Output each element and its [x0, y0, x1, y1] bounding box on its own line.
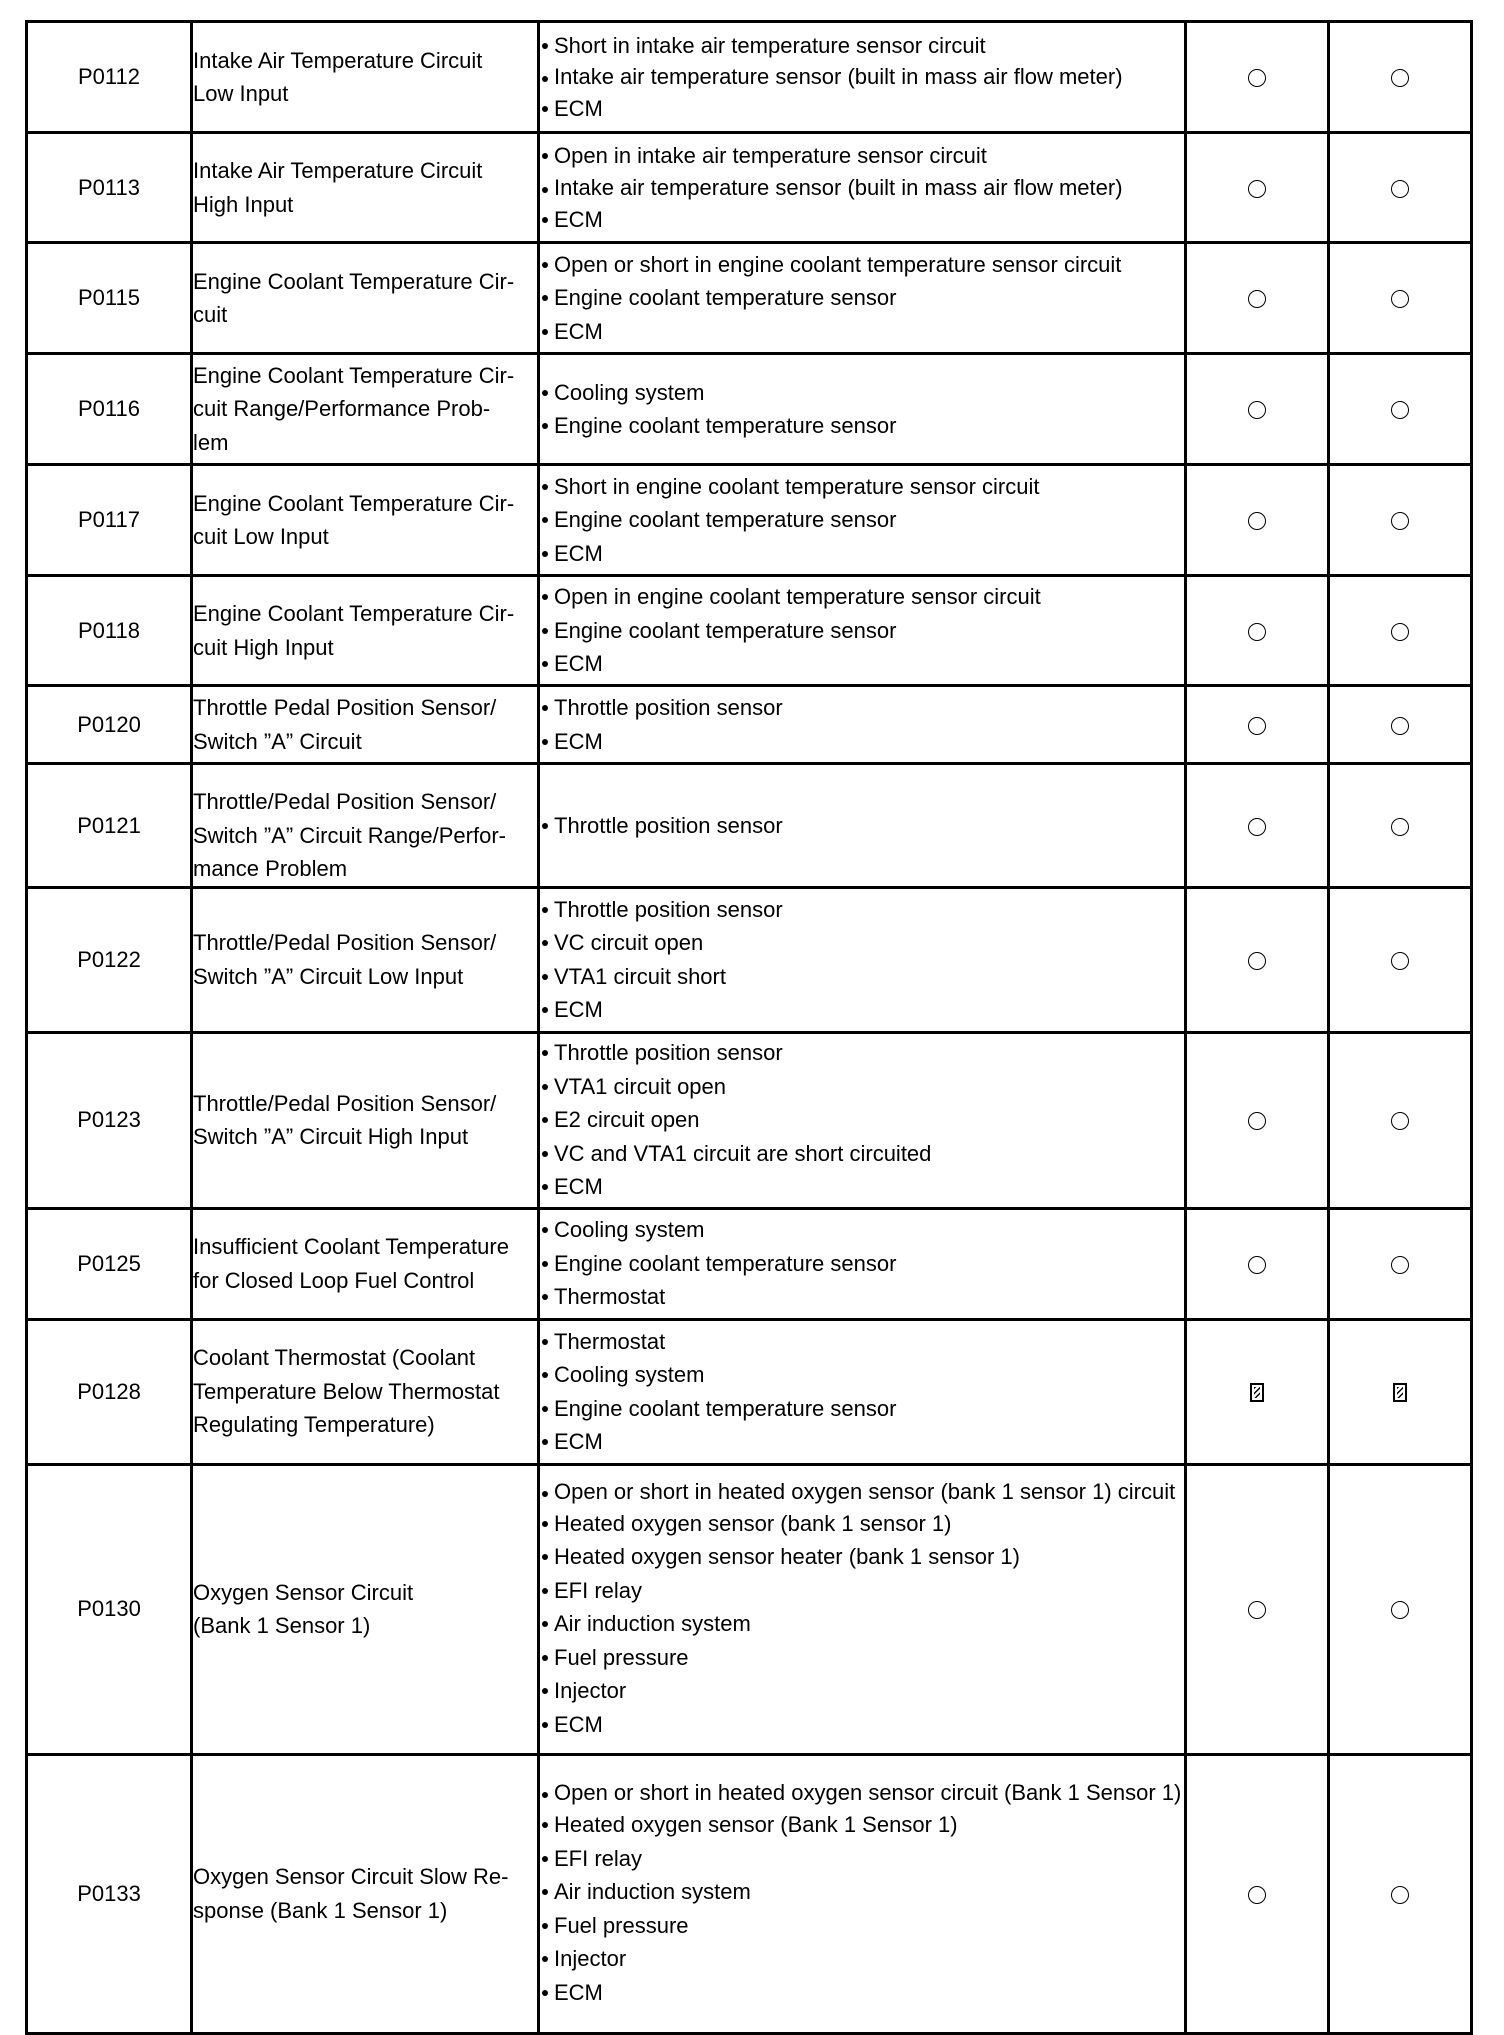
- circle-icon: [1391, 1112, 1409, 1130]
- table-row: [27, 887, 1472, 1032]
- trouble-area-item: ECM: [540, 1425, 1184, 1459]
- dtc-code-cell: P0112: [27, 22, 192, 133]
- detection-item-line: cuit Low Input: [193, 524, 329, 549]
- detection-item-line: Engine Coolant Temperature Cir-: [193, 268, 515, 294]
- detection-item-line: Switch ”A” Circuit Range/Perfor-: [193, 822, 506, 848]
- trouble-area-item: Intake air temperature sensor (built in mass air flow meter): [540, 62, 1184, 92]
- circle-icon: [1248, 717, 1266, 735]
- trouble-area-item: Open or short in heated oxygen sensor circuit (Bank 1 Sensor 1): [540, 1778, 1184, 1808]
- circle-icon: [1391, 69, 1409, 87]
- mil-indicator-cell: [1186, 1319, 1329, 1464]
- trouble-area-cell: [539, 1319, 1186, 1464]
- detection-item-line: Engine Coolant Temperature Cir-: [193, 601, 515, 626]
- trouble-area-list: [540, 470, 1184, 571]
- detection-item-line: Intake Air Temperature Circuit: [193, 47, 483, 73]
- table-row: [27, 1754, 1472, 2033]
- trouble-area-item: Thermostat: [540, 1280, 1184, 1314]
- trouble-area-item: ECM: [540, 725, 1184, 759]
- trouble-area-list: [540, 1036, 1184, 1204]
- trouble-area-item: ECM: [540, 1708, 1184, 1742]
- circle-icon: [1248, 1256, 1266, 1274]
- circle-icon: [1248, 952, 1266, 970]
- detection-item-line: Intake Air Temperature Circuit: [193, 158, 483, 183]
- detection-item-line: Switch ”A” Circuit Low Input: [193, 963, 464, 989]
- dtc-code-cell: P0116: [27, 354, 192, 465]
- detection-item-line: cuit: [193, 302, 228, 327]
- table-row: [27, 1464, 1472, 1754]
- detection-item-cell: [192, 465, 539, 576]
- trouble-area-cell: [539, 1208, 1186, 1319]
- dtc-table: [25, 20, 1473, 2035]
- trouble-area-item: Heated oxygen sensor (Bank 1 Sensor 1): [540, 1808, 1184, 1842]
- trouble-area-item: Thermostat: [540, 1325, 1184, 1359]
- dtc-code-cell: P0117: [27, 465, 192, 576]
- mil-indicator-cell: [1186, 354, 1329, 465]
- circle-icon: [1248, 180, 1266, 198]
- detection-item-cell: [192, 354, 539, 465]
- circle-icon: [1391, 1256, 1409, 1274]
- trouble-area-item: Throttle position sensor: [540, 1036, 1184, 1070]
- memory-indicator-cell: [1329, 1464, 1472, 1754]
- memory-indicator-cell: [1329, 1032, 1472, 1208]
- circle-icon: [1391, 1601, 1409, 1619]
- trouble-area-item: Cooling system: [540, 1358, 1184, 1392]
- mil-indicator-cell: [1186, 1208, 1329, 1319]
- detection-item-line: Switch ”A” Circuit: [193, 728, 362, 754]
- trouble-area-list: [540, 1477, 1184, 1742]
- unknown-glyph-icon: [1393, 1383, 1407, 1402]
- mil-indicator-cell: [1186, 887, 1329, 1032]
- mil-indicator-cell: [1186, 764, 1329, 888]
- mil-indicator-cell: [1186, 1464, 1329, 1754]
- trouble-area-cell: [539, 686, 1186, 764]
- trouble-area-cell: [539, 243, 1186, 354]
- dtc-code-cell: P0115: [27, 243, 192, 354]
- table-row: [27, 576, 1472, 686]
- detection-item-line: cuit High Input: [193, 634, 334, 660]
- detection-item-cell: [192, 686, 539, 764]
- detection-item-line: Engine Coolant Temperature Cir-: [193, 362, 515, 388]
- trouble-area-item: ECM: [540, 993, 1184, 1027]
- detection-item-line: for Closed Loop Fuel Control: [193, 1267, 475, 1293]
- mil-indicator-cell: [1186, 133, 1329, 243]
- table-row: [27, 465, 1472, 576]
- circle-icon: [1248, 1112, 1266, 1130]
- trouble-area-item: ECM: [540, 92, 1184, 126]
- detection-item-line: High Input: [193, 191, 294, 217]
- trouble-area-item: Throttle position sensor: [540, 691, 1184, 725]
- detection-item-line: Oxygen Sensor Circuit: [193, 1579, 414, 1605]
- detection-item-line: Coolant Thermostat (Coolant: [193, 1345, 476, 1371]
- trouble-area-item: Fuel pressure: [540, 1641, 1184, 1675]
- trouble-area-cell: [539, 887, 1186, 1032]
- trouble-area-item: EFI relay: [540, 1574, 1184, 1608]
- table-row: [27, 354, 1472, 465]
- table-row: [27, 1208, 1472, 1319]
- detection-item-cell: [192, 22, 539, 133]
- detection-item-cell: [192, 1464, 539, 1754]
- trouble-area-item: Intake air temperature sensor (built in mass air flow meter): [540, 173, 1184, 203]
- trouble-area-item: ECM: [540, 315, 1184, 349]
- trouble-area-list: [540, 29, 1184, 126]
- mil-indicator-cell: [1186, 686, 1329, 764]
- unknown-glyph-icon: [1250, 1383, 1264, 1402]
- memory-indicator-cell: [1329, 465, 1472, 576]
- dtc-table-body: [27, 22, 1472, 2034]
- trouble-area-list: [540, 580, 1184, 681]
- mil-indicator-cell: [1186, 22, 1329, 133]
- trouble-area-item: ECM: [540, 1976, 1184, 2010]
- table-row: [27, 22, 1472, 133]
- memory-indicator-cell: [1329, 133, 1472, 243]
- detection-item-cell: [192, 1754, 539, 2033]
- table-row: [27, 1032, 1472, 1208]
- detection-item-line: Temperature Below Thermostat: [193, 1378, 500, 1404]
- trouble-area-item: VTA1 circuit open: [540, 1070, 1184, 1104]
- trouble-area-list: [540, 1325, 1184, 1459]
- circle-icon: [1248, 290, 1266, 308]
- trouble-area-item: VTA1 circuit short: [540, 960, 1184, 994]
- circle-icon: [1391, 623, 1409, 641]
- trouble-area-list: [540, 1213, 1184, 1314]
- trouble-area-item: Short in intake air temperature sensor circuit: [540, 29, 1184, 63]
- memory-indicator-cell: [1329, 576, 1472, 686]
- memory-indicator-cell: [1329, 1754, 1472, 2033]
- detection-item-line: sponse (Bank 1 Sensor 1): [193, 1897, 448, 1923]
- trouble-area-item: Throttle position sensor: [540, 893, 1184, 927]
- trouble-area-item: Heated oxygen sensor heater (bank 1 sensor 1): [540, 1540, 1184, 1574]
- trouble-area-item: ECM: [540, 1170, 1184, 1204]
- dtc-code-cell: P0133: [27, 1754, 192, 2033]
- trouble-area-item: Cooling system: [540, 1213, 1184, 1247]
- trouble-area-item: VC and VTA1 circuit are short circuited: [540, 1137, 1184, 1171]
- detection-item-cell: [192, 887, 539, 1032]
- trouble-area-item: Injector: [540, 1942, 1184, 1976]
- dtc-code-cell: P0121: [27, 764, 192, 888]
- memory-indicator-cell: [1329, 1319, 1472, 1464]
- detection-item-cell: [192, 133, 539, 243]
- circle-icon: [1391, 952, 1409, 970]
- trouble-area-list: [540, 248, 1184, 349]
- trouble-area-item: Air induction system: [540, 1607, 1184, 1641]
- detection-item-cell: [192, 1032, 539, 1208]
- trouble-area-item: VC circuit open: [540, 926, 1184, 960]
- trouble-area-item: Open or short in engine coolant temperature sensor circuit: [540, 248, 1184, 282]
- trouble-area-cell: [539, 354, 1186, 465]
- trouble-area-list: [540, 139, 1184, 236]
- trouble-area-item: EFI relay: [540, 1842, 1184, 1876]
- dtc-code-cell: P0125: [27, 1208, 192, 1319]
- detection-item-line: Throttle/Pedal Position Sensor/: [193, 1090, 497, 1116]
- mil-indicator-cell: [1186, 1032, 1329, 1208]
- trouble-area-list: [540, 691, 1184, 758]
- trouble-area-cell: [539, 576, 1186, 686]
- table-row: [27, 133, 1472, 243]
- trouble-area-cell: [539, 764, 1186, 888]
- detection-item-line: Throttle/Pedal Position Sensor/: [193, 930, 497, 955]
- detection-item-cell: [192, 764, 539, 888]
- trouble-area-list: [540, 893, 1184, 1027]
- dtc-code-cell: P0113: [27, 133, 192, 243]
- table-row: [27, 243, 1472, 354]
- trouble-area-item: Heated oxygen sensor (bank 1 sensor 1): [540, 1507, 1184, 1541]
- trouble-area-item: Engine coolant temperature sensor: [540, 1247, 1184, 1281]
- circle-icon: [1248, 69, 1266, 87]
- trouble-area-cell: [539, 1464, 1186, 1754]
- detection-item-line: mance Problem: [193, 856, 348, 881]
- circle-icon: [1391, 818, 1409, 836]
- mil-indicator-cell: [1186, 243, 1329, 354]
- trouble-area-list: [540, 376, 1184, 443]
- memory-indicator-cell: [1329, 1208, 1472, 1319]
- dtc-code-cell: P0120: [27, 686, 192, 764]
- memory-indicator-cell: [1329, 764, 1472, 888]
- detection-item-cell: [192, 576, 539, 686]
- table-row: [27, 764, 1472, 888]
- trouble-area-item: Throttle position sensor: [540, 809, 1184, 843]
- trouble-area-item: Engine coolant temperature sensor: [540, 614, 1184, 648]
- mil-indicator-cell: [1186, 465, 1329, 576]
- trouble-area-item: Open in intake air temperature sensor circuit: [540, 139, 1184, 173]
- mil-indicator-cell: [1186, 576, 1329, 686]
- circle-icon: [1391, 180, 1409, 198]
- memory-indicator-cell: [1329, 243, 1472, 354]
- circle-icon: [1248, 401, 1266, 419]
- dtc-code-cell: P0122: [27, 887, 192, 1032]
- mil-indicator-cell: [1186, 1754, 1329, 2033]
- circle-icon: [1248, 623, 1266, 641]
- trouble-area-item: Air induction system: [540, 1875, 1184, 1909]
- dtc-code-cell: P0130: [27, 1464, 192, 1754]
- memory-indicator-cell: [1329, 354, 1472, 465]
- dtc-code-cell: P0123: [27, 1032, 192, 1208]
- trouble-area-cell: [539, 133, 1186, 243]
- table-row: [27, 1319, 1472, 1464]
- detection-item-line: Engine Coolant Temperature Cir-: [193, 490, 515, 516]
- memory-indicator-cell: [1329, 22, 1472, 133]
- memory-indicator-cell: [1329, 887, 1472, 1032]
- detection-item-cell: [192, 1319, 539, 1464]
- trouble-area-item: Engine coolant temperature sensor: [540, 409, 1184, 443]
- trouble-area-item: Engine coolant temperature sensor: [540, 281, 1184, 315]
- detection-item-line: Oxygen Sensor Circuit Slow Re-: [193, 1864, 509, 1889]
- trouble-area-list: [540, 809, 1184, 843]
- circle-icon: [1391, 512, 1409, 530]
- trouble-area-item: E2 circuit open: [540, 1103, 1184, 1137]
- circle-icon: [1391, 401, 1409, 419]
- trouble-area-list: [540, 1778, 1184, 2009]
- detection-item-line: Throttle Pedal Position Sensor/: [193, 695, 497, 720]
- detection-item-cell: [192, 243, 539, 354]
- trouble-area-cell: [539, 465, 1186, 576]
- detection-item-line: Insufficient Coolant Temperature: [193, 1234, 509, 1259]
- detection-item-line: cuit Range/Performance Prob-: [193, 396, 491, 422]
- trouble-area-item: Injector: [540, 1674, 1184, 1708]
- detection-item-line: Switch ”A” Circuit High Input: [193, 1124, 469, 1149]
- detection-item-line: Low Input: [193, 81, 289, 106]
- detection-item-line: Regulating Temperature): [193, 1412, 435, 1438]
- trouble-area-item: ECM: [540, 537, 1184, 571]
- trouble-area-item: ECM: [540, 203, 1184, 237]
- trouble-area-item: Cooling system: [540, 376, 1184, 410]
- trouble-area-item: ECM: [540, 647, 1184, 681]
- detection-item-line: (Bank 1 Sensor 1): [193, 1613, 371, 1638]
- trouble-area-item: Fuel pressure: [540, 1909, 1184, 1943]
- dtc-code-cell: P0128: [27, 1319, 192, 1464]
- detection-item-cell: [192, 1208, 539, 1319]
- trouble-area-item: Short in engine coolant temperature sensor circuit: [540, 470, 1184, 504]
- circle-icon: [1391, 290, 1409, 308]
- circle-icon: [1391, 717, 1409, 735]
- circle-icon: [1248, 818, 1266, 836]
- trouble-area-item: Open in engine coolant temperature sensor circuit: [540, 580, 1184, 614]
- dtc-code-cell: P0118: [27, 576, 192, 686]
- circle-icon: [1391, 1886, 1409, 1904]
- detection-item-line: lem: [193, 429, 229, 455]
- detection-item-line: Throttle/Pedal Position Sensor/: [193, 789, 497, 814]
- trouble-area-item: Open or short in heated oxygen sensor (bank 1 sensor 1) circuit: [540, 1477, 1184, 1507]
- trouble-area-cell: [539, 1754, 1186, 2033]
- trouble-area-item: Engine coolant temperature sensor: [540, 1392, 1184, 1426]
- circle-icon: [1248, 1886, 1266, 1904]
- circle-icon: [1248, 512, 1266, 530]
- trouble-area-cell: [539, 22, 1186, 133]
- trouble-area-cell: [539, 1032, 1186, 1208]
- trouble-area-item: Engine coolant temperature sensor: [540, 503, 1184, 537]
- circle-icon: [1248, 1601, 1266, 1619]
- table-row: [27, 686, 1472, 764]
- memory-indicator-cell: [1329, 686, 1472, 764]
